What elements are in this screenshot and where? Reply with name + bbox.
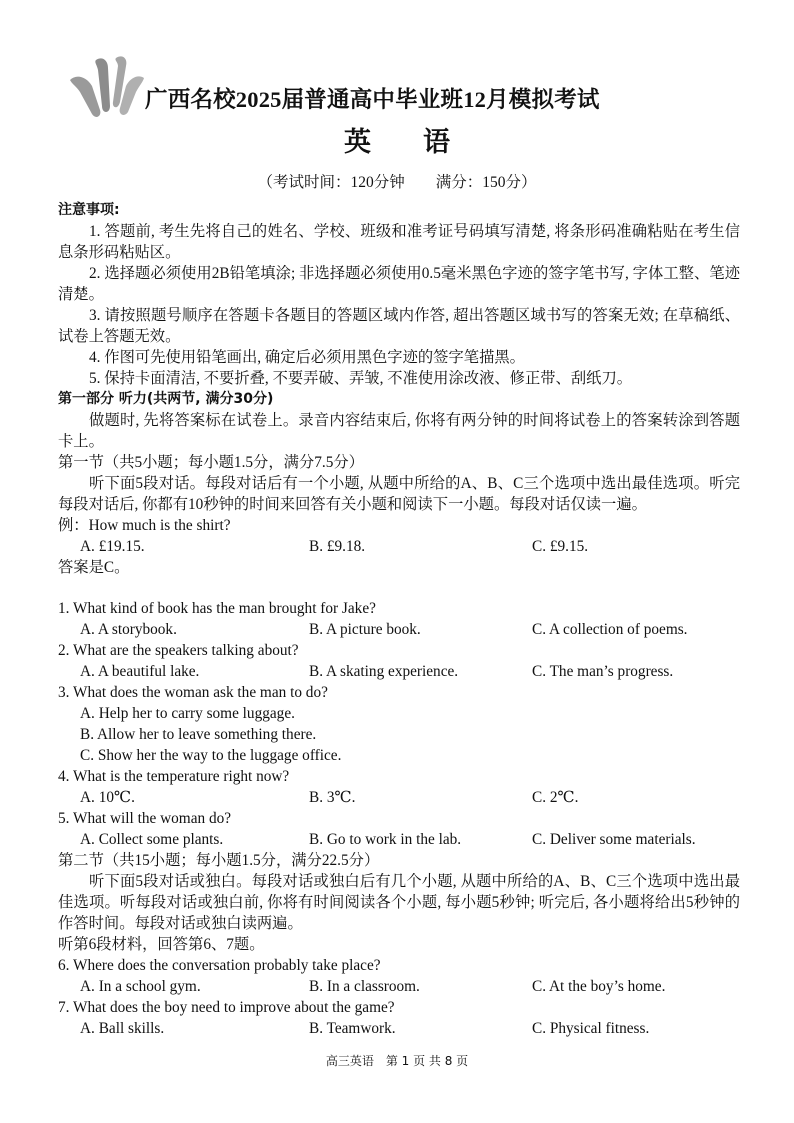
option-b: B. £9.18. xyxy=(309,538,366,555)
option-b: B. Go to work in the lab. xyxy=(309,831,462,848)
option-a: A. Ball skills. xyxy=(80,1020,165,1037)
question-6: 6. Where does the conversation probably take place? xyxy=(58,957,381,974)
question-5: 5. What will the woman do? xyxy=(58,810,232,827)
question-7: 7. What does the boy need to improve about the game? xyxy=(58,999,395,1016)
question-3-options xyxy=(58,703,740,766)
exam-info: （考试时间：120分钟 满分：150分） xyxy=(257,174,537,191)
subject-char: 语 xyxy=(423,127,450,157)
question-1-options xyxy=(58,619,740,640)
section1-heading: 第一节（共5小题；每小题1.5分，满分7.5分） xyxy=(58,454,364,471)
option-b: B. A picture book. xyxy=(309,621,421,638)
option-c: C. At the boy’s home. xyxy=(532,978,666,995)
option-b: B. 3℃. xyxy=(309,789,356,806)
part1-intro: 做题时, 先将答案标在试卷上。录音内容结束后, 你将有两分钟的时间将试卷上的答案转涂到答题卡上。 xyxy=(58,412,740,450)
question-4-options xyxy=(58,787,740,808)
example-answer: 答案是C。 xyxy=(58,559,130,576)
option-a: A. A storybook. xyxy=(80,621,177,638)
question-6-options xyxy=(58,976,740,997)
section2-heading: 第二节（共15小题；每小题1.5分，满分22.5分） xyxy=(58,852,380,869)
option-c: C. The man’s progress. xyxy=(532,663,674,680)
note-item: 5. 保持卡面清洁, 不要折叠, 不要弄破、弄皱, 不准使用涂改液、修正带、刮纸刀。 xyxy=(89,370,633,387)
question-5-options xyxy=(58,829,740,850)
school-logo-icon xyxy=(66,52,148,124)
option-b: B. A skating experience. xyxy=(309,663,459,680)
option-a: A. Collect some plants. xyxy=(80,831,224,848)
option-c: C. Physical fitness. xyxy=(532,1020,650,1037)
question-4: 4. What is the temperature right now? xyxy=(58,768,290,785)
example-question: 例：How much is the shirt? xyxy=(58,517,231,534)
option-b: B. Allow her to leave something there. xyxy=(80,726,317,743)
spacer xyxy=(58,578,740,598)
question-3: 3. What does the woman ask the man to do? xyxy=(58,684,328,701)
option-c: C. 2℃. xyxy=(532,789,579,806)
option-a: A. £19.15. xyxy=(80,538,145,555)
notes-heading: 注意事项: xyxy=(58,202,120,218)
page-footer: 高三英语 第 1 页 共 8 页 xyxy=(325,1054,469,1068)
option-a: A. In a school gym. xyxy=(80,978,201,995)
question-2-options xyxy=(58,661,740,682)
note-item: 1. 答题前, 考生先将自己的姓名、学校、班级和准考证号码填写清楚, 将条形码准确粘贴在考生信息条形码粘贴区。 xyxy=(58,223,740,261)
exam-content xyxy=(58,200,740,1039)
note-item: 4. 作图可先使用铅笔画出, 确定后必须用黑色字迹的签字笔描黑。 xyxy=(89,349,525,366)
part1-heading: 第一部分 听力(共两节, 满分30分) xyxy=(58,391,274,407)
subject-char: 英 xyxy=(344,127,371,157)
option-c: C. Show her the way to the luggage office. xyxy=(80,747,342,764)
option-c: C. Deliver some materials. xyxy=(532,831,696,848)
example-options xyxy=(58,536,740,557)
question-1: 1. What kind of book has the man brought for Jake? xyxy=(58,600,376,617)
option-a: A. 10℃. xyxy=(80,789,135,806)
option-a: A. Help her to carry some luggage. xyxy=(80,705,295,722)
exam-title: 广西名校2025届普通高中毕业班12月模拟考试 xyxy=(145,87,600,112)
section2-material: 听第6段材料，回答第6、7题。 xyxy=(58,936,265,953)
option-a: A. A beautiful lake. xyxy=(80,663,200,680)
section2-intro: 听下面5段对话或独白。每段对话或独白后有几个小题, 从题中所给的A、B、C三个选项中选出最佳选项。听每段对话或独白前, 你将有时间阅读各个小题, 每小题5秒钟; 听完后, 各小题将给出5秒钟的作答时间。每段对话或独白读两遍。 xyxy=(58,873,740,932)
option-c: C. A collection of poems. xyxy=(532,621,688,638)
question-7-options xyxy=(58,1018,740,1039)
option-b: B. Teamwork. xyxy=(309,1020,396,1037)
option-c: C. £9.15. xyxy=(532,538,589,555)
note-item: 3. 请按照题号顺序在答题卡各题目的答题区域内作答, 超出答题区域书写的答案无效; 在草稿纸、试卷上答题无效。 xyxy=(58,307,740,345)
option-b: B. In a classroom. xyxy=(309,978,420,995)
note-item: 2. 选择题必须使用2B铅笔填涂; 非选择题必须使用0.5毫米黑色字迹的签字笔书写, 字体工整、笔迹清楚。 xyxy=(58,265,740,303)
question-2: 2. What are the speakers talking about? xyxy=(58,642,299,659)
subject-title xyxy=(0,120,794,159)
section1-intro: 听下面5段对话。每段对话后有一个小题, 从题中所给的A、B、C三个选项中选出最佳选项。听完每段对话后, 你都有10秒钟的时间来回答有关小题和阅读下一小题。每段对话仅读一遍。 xyxy=(58,475,740,513)
